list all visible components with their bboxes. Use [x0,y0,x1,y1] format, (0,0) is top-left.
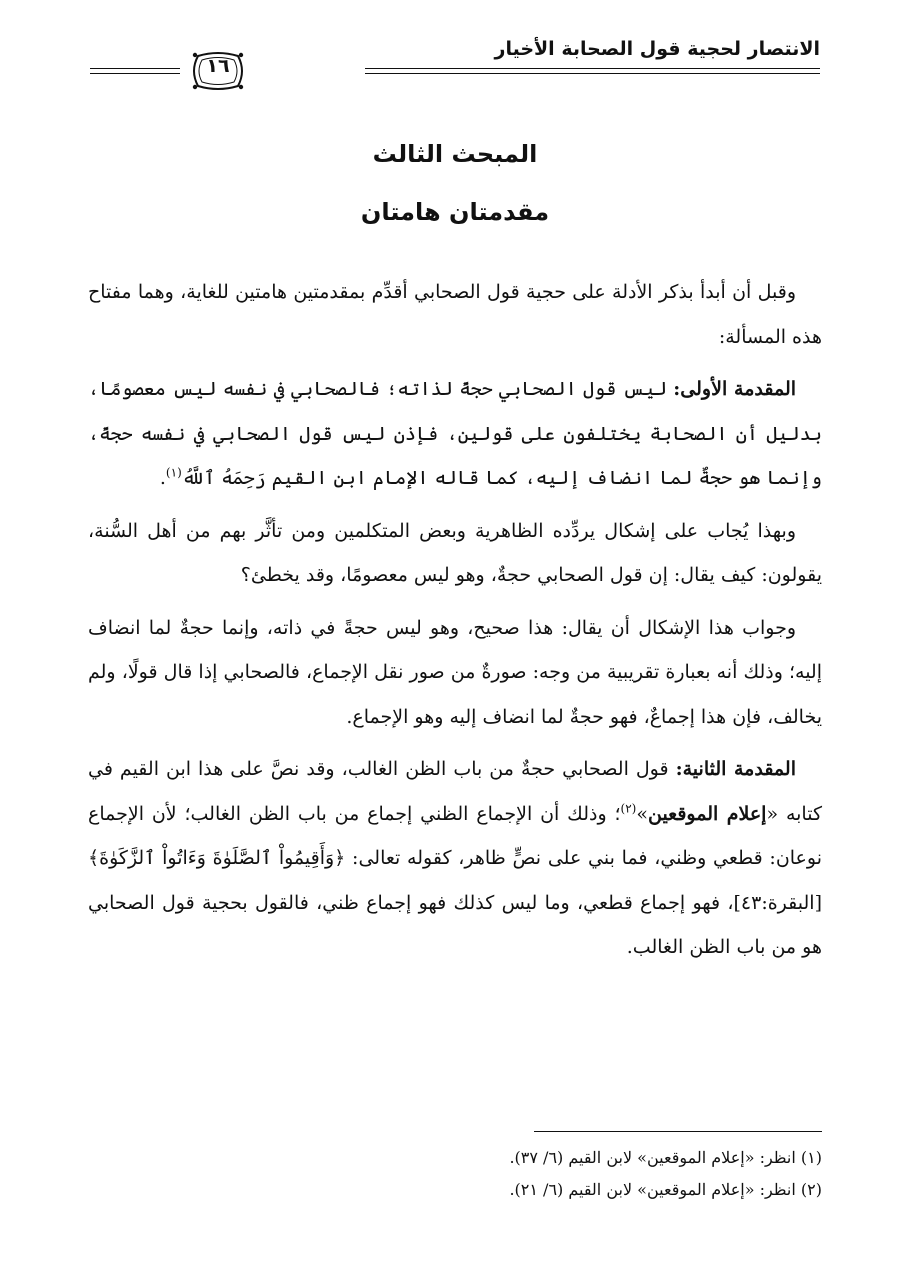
footnote-marker-2[interactable]: (٢) [620,801,637,816]
second-premise-label: المقدمة الثانية: [675,758,796,780]
first-premise-label: المقدمة الأولى: [673,378,797,400]
page-header [90,36,820,96]
footnote-marker-1[interactable]: (١) [165,465,182,480]
footnote-divider [534,1131,822,1132]
first-premise-text: ليس قول الصحابي حجةً لذاته؛ فالصحابي في نفسه ليس معصومًا، بدليل أن الصحابة يختلفون على قولين، فإذن ليس قول الصحابي في نفسه حجةً، وإنما هو حجةٌ لما انضاف إليه، كما قاله الإمام ابن القيم رَحِمَهُ ٱللَّهُ [88,378,822,489]
paragraph-objection: وبهذا يُجاب على إشكال يردِّده الظاهرية وبعض المتكلمين ومن تأثَّر بهم من أهل السُّنة، يقولون: كيف يقال: إن قول الصحابي حجةٌ، وهو ليس معصومًا، وقد يخطئ؟ [88,519,822,586]
header-rule [365,73,820,74]
footnote-2: (٢) انظر: «إعلام الموقعين» لابن القيم (٦/ ٢١). [509,1180,822,1199]
header-rule [365,68,820,69]
section-title: المبحث الثالث [372,140,538,168]
paragraph-intro: وقبل أن أبدأ بذكر الأدلة على حجية قول الصحابي أقدِّم بمقدمتين هامتين للغاية، وهما مفتاح هذه المسألة: [88,281,822,348]
book-title: إعلام الموقعين [647,802,767,825]
section-subtitle: مقدمتان هامتان [360,198,550,226]
quote-close: » [636,802,648,825]
paragraph-answer: وجواب هذا الإشكال أن يقال: هذا صحيح، وهو ليس حجةً في ذاته، وإنما حجةٌ لما انضاف إليه؛ وذلك أنه بعبارة تقريبية من وجه: صورةٌ من صور نقل الإجماع، فالصحابي إذا قال قولًا، ولم يخالف، فإن هذا إجماعٌ، فهو حجةٌ لما انضاف إليه وهو الإجماع. [88,616,822,728]
sentence-end: . [159,467,166,489]
running-title: الانتصار لحجية قول الصحابة الأخيار [494,38,820,60]
paragraph-first-premise [88,367,822,501]
second-premise-text: قول الصحابي حجةٌ من باب الظن الغالب، وقد نصَّ على هذا ابن القيم في كتابه « [88,758,822,825]
paragraph-second-premise [88,747,822,970]
page-number: ١٦ [206,55,230,77]
body-text [88,270,822,978]
header-rule [90,68,180,69]
second-premise-rest: ؛ وذلك أن الإجماع الظني إجماع من باب الظن الغالب؛ لأن الإجماع نوعان: قطعي وظني، فما بني على نصٍّ ظاهر، كقوله تعالى: ﴿وَأَقِيمُواْ ٱلصَّلَوٰةَ وَءَاتُواْ ٱلزَّكَوٰةَ﴾ [البقرة:٤٣]، فهو إجماع قطعي، وما ليس كذلك فهو إجماع ظني، فالقول بحجية قول الصحابي هو من باب الظن الغالب. [88,802,822,958]
page-number-badge [188,48,248,94]
footnotes [88,1142,822,1206]
footnote-1: (١) انظر: «إعلام الموقعين» لابن القيم (٦/ ٣٧). [509,1148,822,1167]
header-rule [90,73,180,74]
